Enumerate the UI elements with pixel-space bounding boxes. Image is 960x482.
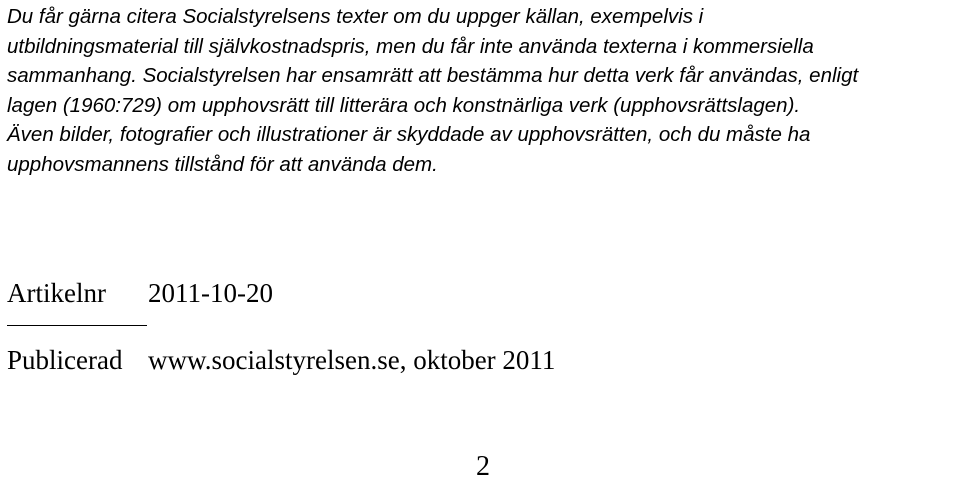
article-number-row xyxy=(7,278,273,308)
article-number-label: Artikelnr xyxy=(7,278,106,308)
published-value: www.socialstyrelsen.se, oktober 2011 xyxy=(148,345,556,375)
article-number-value: 2011-10-20 xyxy=(148,278,273,308)
copyright-line: Du får gärna citera Socialstyrelsens texter om du uppger källan, exempelvis i xyxy=(7,5,704,28)
copyright-line: Även bilder, fotografier och illustrationer är skyddade av upphovsrätten, och du måste ha xyxy=(7,123,811,146)
copyright-line: sammanhang. Socialstyrelsen har ensamrätt att bestämma hur detta verk får användas, enligt xyxy=(7,64,859,87)
copyright-line: upphovsmannens tillstånd för att använda dem. xyxy=(7,152,438,176)
separator-line xyxy=(7,325,147,326)
copyright-line: lagen (1960:729) om upphovsrätt till litterära och konstnärliga verk (upphovsrättslagen). xyxy=(7,93,801,117)
page-number: 2 xyxy=(476,451,490,482)
published-row xyxy=(7,345,555,375)
published-label: Publicerad xyxy=(7,345,123,375)
copyright-line: utbildningsmaterial till självkostnadspris, men du får inte använda texterna i kommersiella xyxy=(7,34,814,58)
copyright-notice xyxy=(7,2,957,179)
